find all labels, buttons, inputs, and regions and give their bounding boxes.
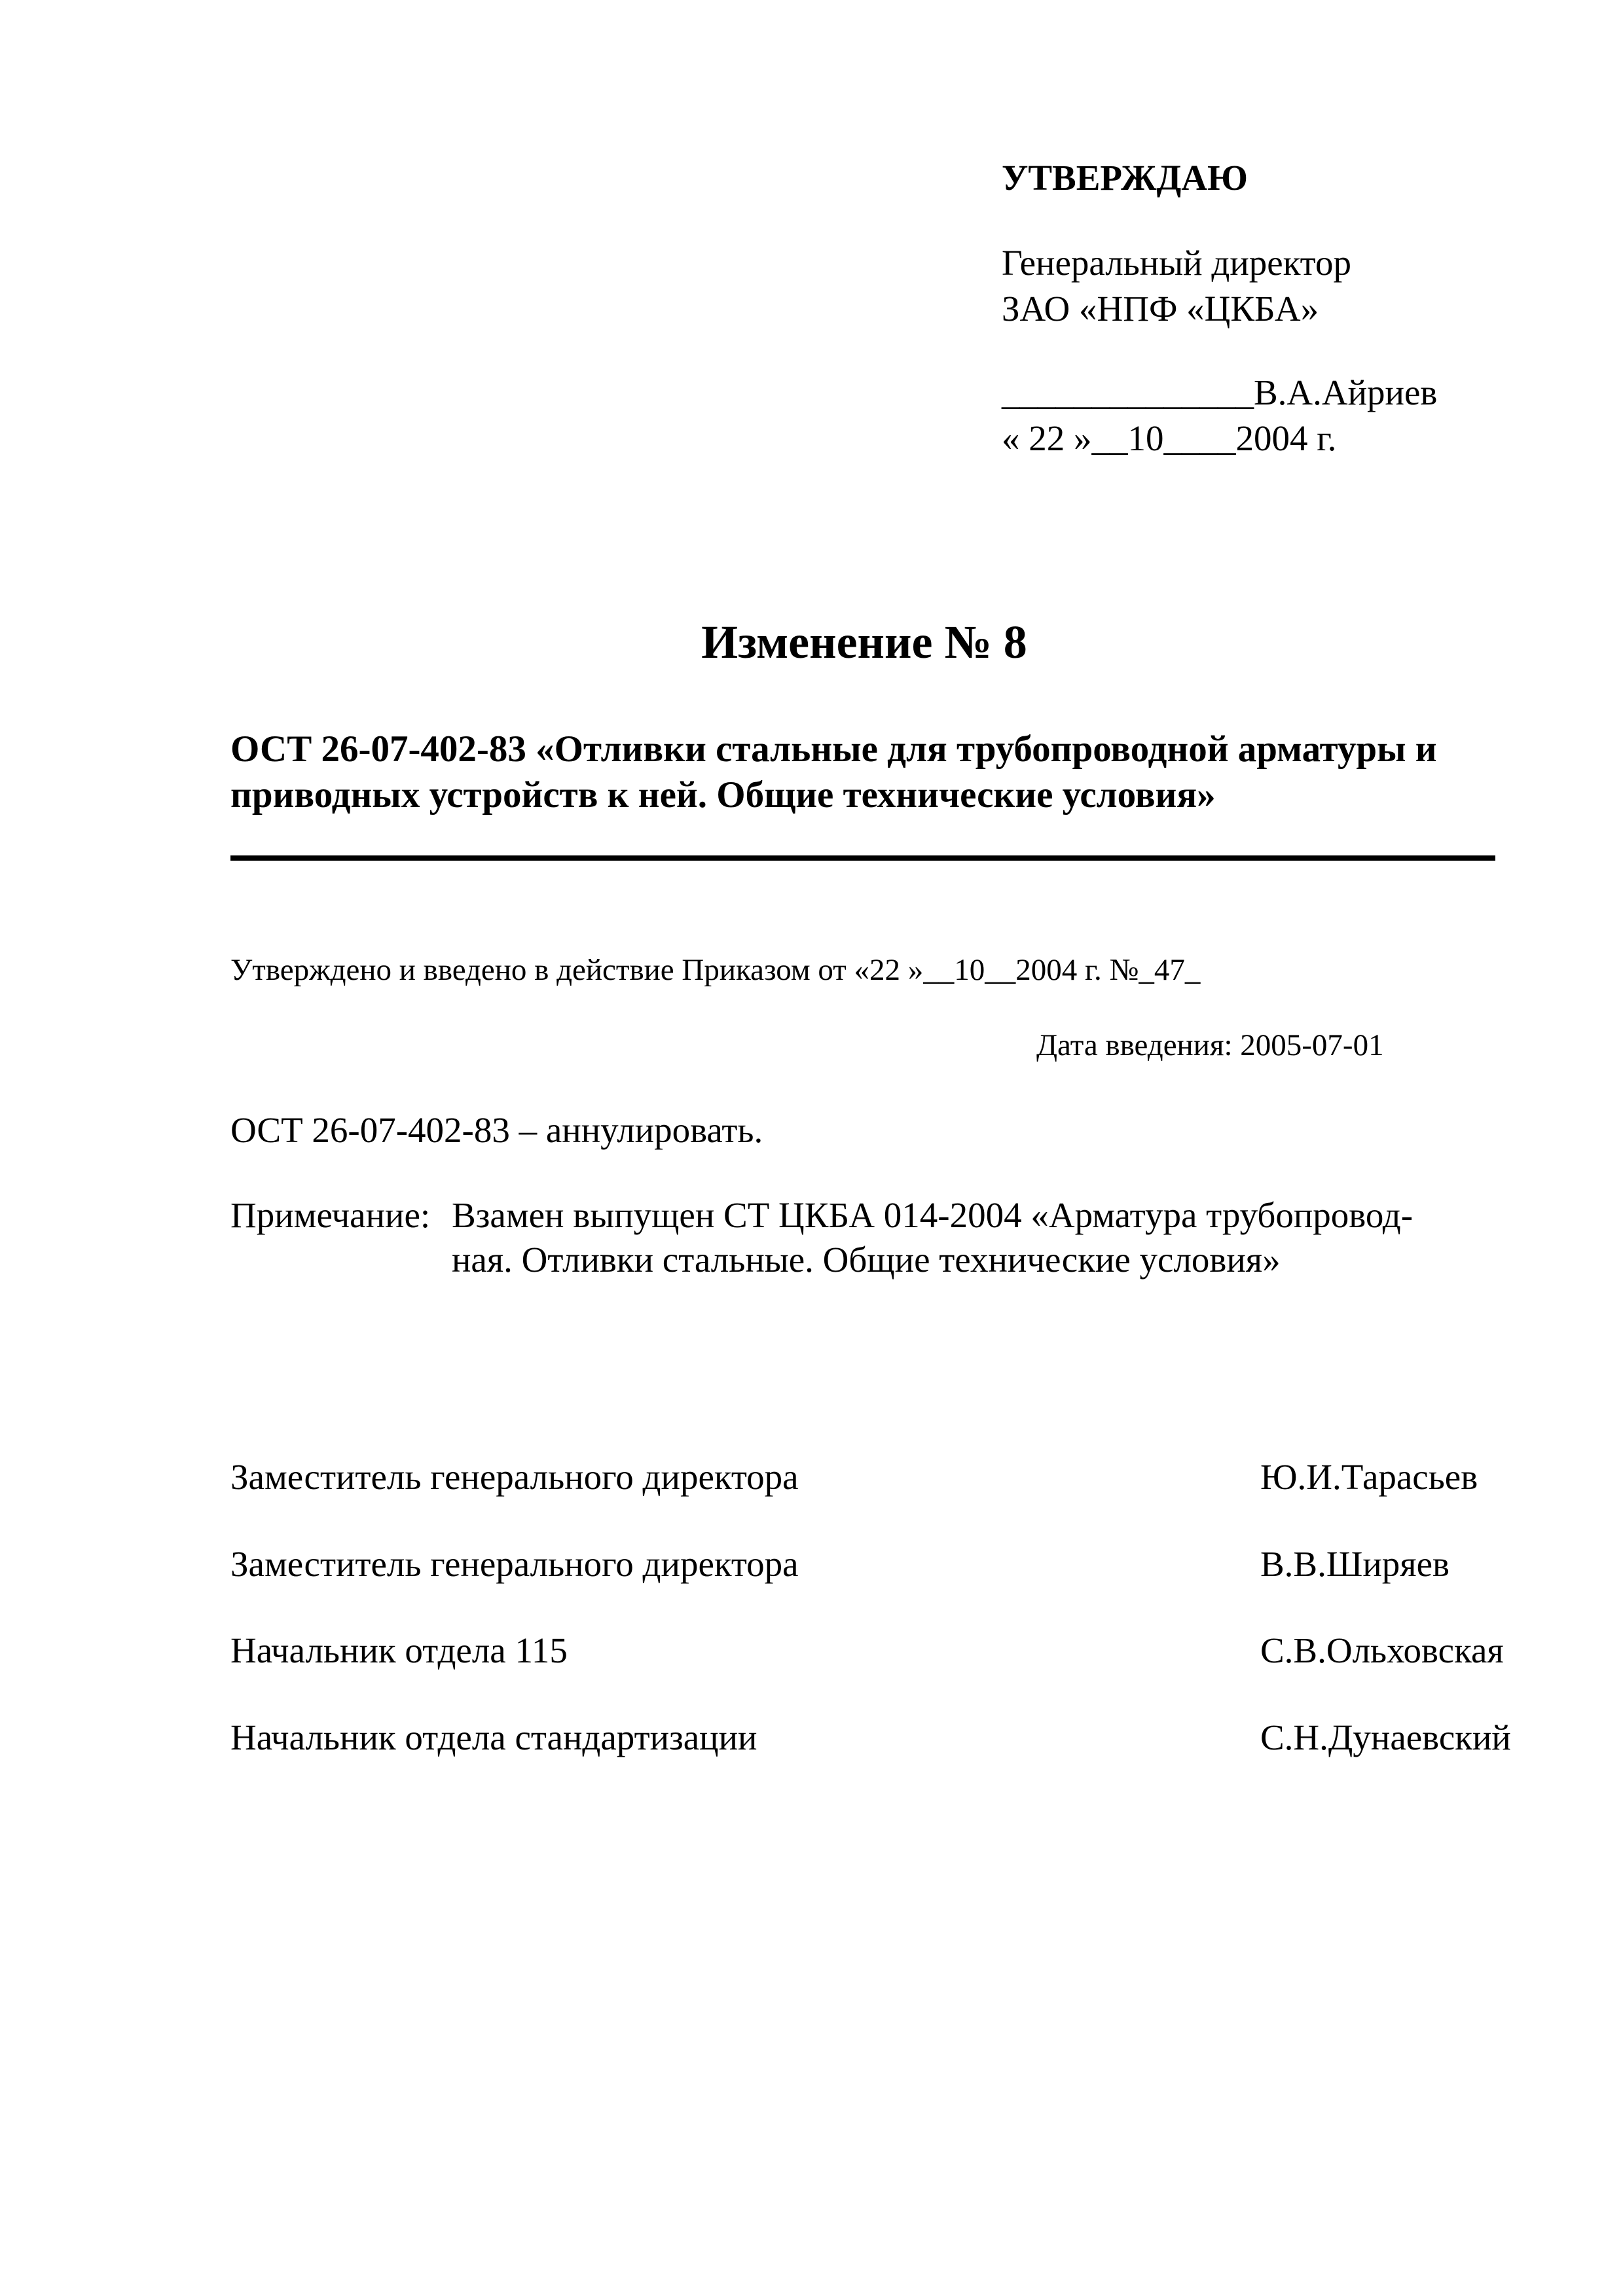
approver-signature-line: ______________В.А.Айриев — [1002, 372, 1438, 412]
signatory-name: В.В.Ширяев — [1260, 1544, 1450, 1584]
approver-position: Генеральный директор — [1002, 243, 1351, 283]
document-subject: ОСТ 26-07-402-83 «Отливки стальные для трубопроводной арматуры и приводных устройств к ней. Общие технические условия» — [230, 728, 1437, 816]
note-label: Примечание: — [230, 1195, 431, 1235]
signatory-name: Ю.И.Тарасьев — [1260, 1457, 1478, 1497]
annul-statement: ОСТ 26-07-402-83 – аннулировать. — [230, 1110, 763, 1150]
signatory-name: С.Н.Дунаевский — [1260, 1717, 1511, 1757]
approver-organization: ЗАО «НПФ «ЦКБА» — [1002, 289, 1319, 329]
signatory-role: Заместитель генерального директора — [230, 1457, 799, 1497]
signatory-role: Заместитель генерального директора — [230, 1544, 799, 1584]
approval-date-line: « 22 »__10____2004 г. — [1002, 418, 1337, 458]
note-line-1: Взамен выпущен СТ ЦКБА 014-2004 «Арматура трубопровод- — [452, 1195, 1413, 1235]
approval-heading: УТВЕРЖДАЮ — [1002, 158, 1248, 198]
signatory-role: Начальник отдела 115 — [230, 1630, 568, 1670]
signatory-name: С.В.Ольховская — [1260, 1630, 1504, 1670]
order-text: Утверждено и введено в действие Приказом от «22 »__10__2004 г. №_47_ — [230, 953, 1201, 987]
divider-rule — [230, 855, 1495, 861]
effective-date: Дата введения: 2005-07-01 — [1036, 1028, 1384, 1062]
document-title: Изменение № 8 — [701, 616, 1027, 668]
signatory-role: Начальник отдела стандартизации — [230, 1717, 757, 1757]
note-line-2: ная. Отливки стальные. Общие технические условия» — [452, 1240, 1281, 1280]
